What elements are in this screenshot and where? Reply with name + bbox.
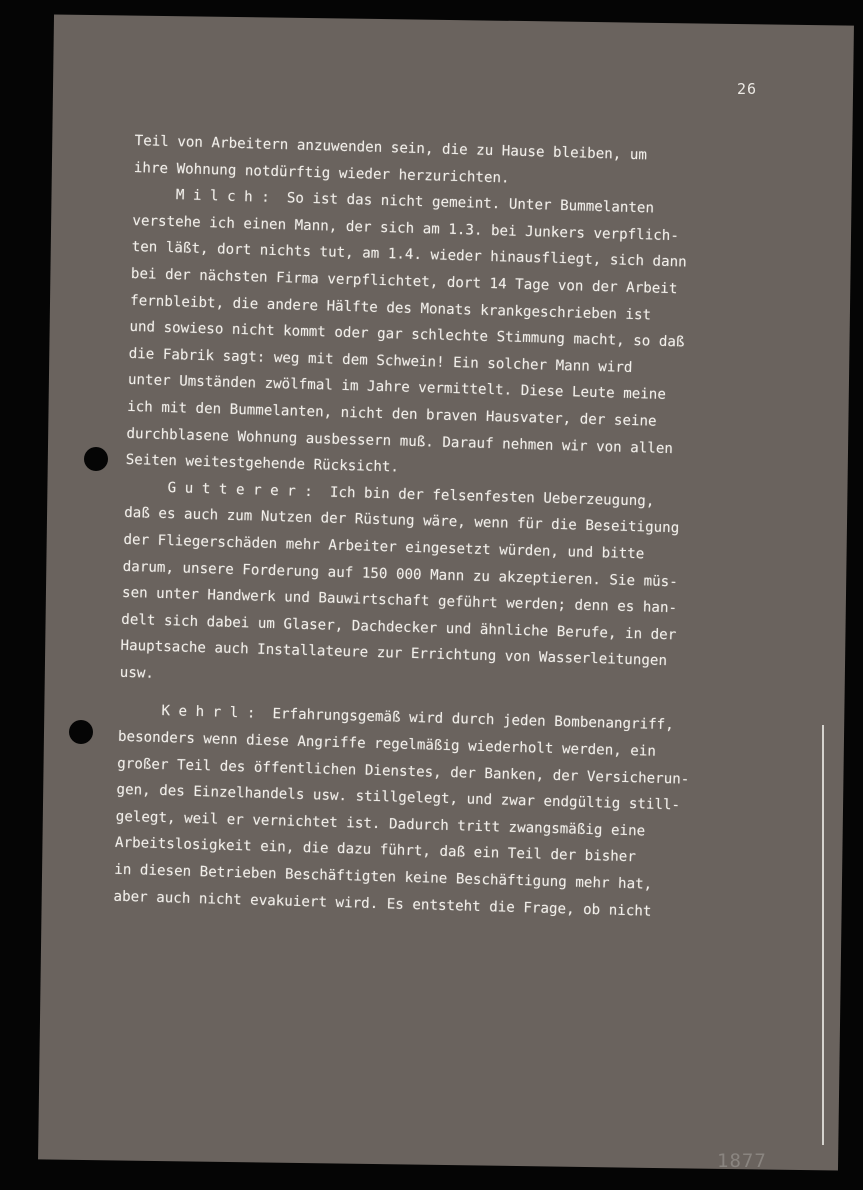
page-edge-divider	[822, 725, 824, 1145]
text-line: Seiten weitestgehende Rücksicht.	[125, 451, 400, 476]
text-line: in diesen Betrieben Beschäftigten keine Beschäftigung mehr hat,	[114, 861, 653, 893]
text-line: M i l c h : So ist das nicht gemeint. Unter Bummelanten	[132, 186, 655, 217]
text-line: und sowieso nicht kommt oder gar schlechte Stimmung macht, so daß	[129, 319, 685, 351]
text-line: gen, des Einzelhandels usw. stillgelegt, und zwar endgültig still-	[116, 781, 681, 814]
archive-number: 1877	[717, 1150, 767, 1172]
text-line: fernbleibt, die andere Hälfte des Monats krankgeschrieben ist	[129, 292, 652, 324]
text-line: darum, unsere Forderung auf 150 000 Mann zu akzeptieren. Sie müs-	[122, 558, 678, 590]
text-line: der Fliegerschäden mehr Arbeiter eingesetzt würden, und bitte	[123, 531, 645, 563]
text-line: ich mit den Bummelanten, nicht den braven Hausvater, der seine	[126, 398, 657, 430]
text-line: bei der nächsten Firma verpflichtet, dort 14 Tage von der Arbeit	[130, 265, 678, 298]
punch-hole-icon	[69, 720, 93, 744]
typewritten-body	[113, 128, 815, 929]
text-line: aber auch nicht evakuiert wird. Es entsteht die Frage, ob nicht	[113, 888, 652, 920]
text-line: Arbeitslosigkeit ein, die dazu führt, daß ein Teil der bisher	[114, 835, 637, 866]
text-line: K e h r l : Erfahrungsgemäß wird durch jeden Bombenangriff,	[118, 702, 674, 734]
text-line: Hauptsache auch Installateure zur Errichtung von Wasserleitungen	[120, 638, 668, 670]
text-line: usw.	[119, 664, 155, 682]
text-line: großer Teil des öffentlichen Dienstes, der Banken, der Versicherun-	[117, 755, 690, 788]
text-line: ten läßt, dort nichts tut, am 1.4. wieder hinausfliegt, sich dann	[131, 239, 687, 271]
text-line: die Fabrik sagt: weg mit dem Schwein! Ein solcher Mann wird	[128, 345, 633, 376]
text-line: delt sich dabei um Glaser, Dachdecker und ähnliche Berufe, in der	[121, 611, 677, 643]
punch-hole-icon	[84, 447, 108, 471]
text-line: daß es auch zum Nutzen der Rüstung wäre, wenn für die Beseitigung	[124, 505, 680, 537]
text-line: Teil von Arbeitern anzuwenden sein, die zu Hause bleiben, um	[134, 132, 648, 164]
text-line: besonders wenn diese Angriffe regelmäßig wiederholt werden, ein	[117, 728, 657, 760]
text-line: unter Umständen zwölfmal im Jahre vermittelt. Diese Leute meine	[127, 372, 667, 404]
text-line: verstehe ich einen Mann, der sich am 1.3. bei Junkers verpflich-	[132, 212, 680, 245]
text-line: G u t t e r e r : Ich bin der felsenfesten Ueberzeugung,	[124, 478, 655, 510]
page-number: 26	[737, 80, 758, 98]
text-line: durchblasene Wohnung ausbessern muß. Darauf nehmen wir von allen	[126, 425, 674, 457]
text-line: sen unter Handwerk und Bauwirtschaft geführt werden; denn es han-	[121, 584, 678, 617]
text-line: gelegt, weil er vernichtet ist. Dadurch tritt zwangsmäßig eine	[115, 808, 646, 840]
text-line: ihre Wohnung notdürftig wieder herzurichten.	[133, 159, 510, 187]
